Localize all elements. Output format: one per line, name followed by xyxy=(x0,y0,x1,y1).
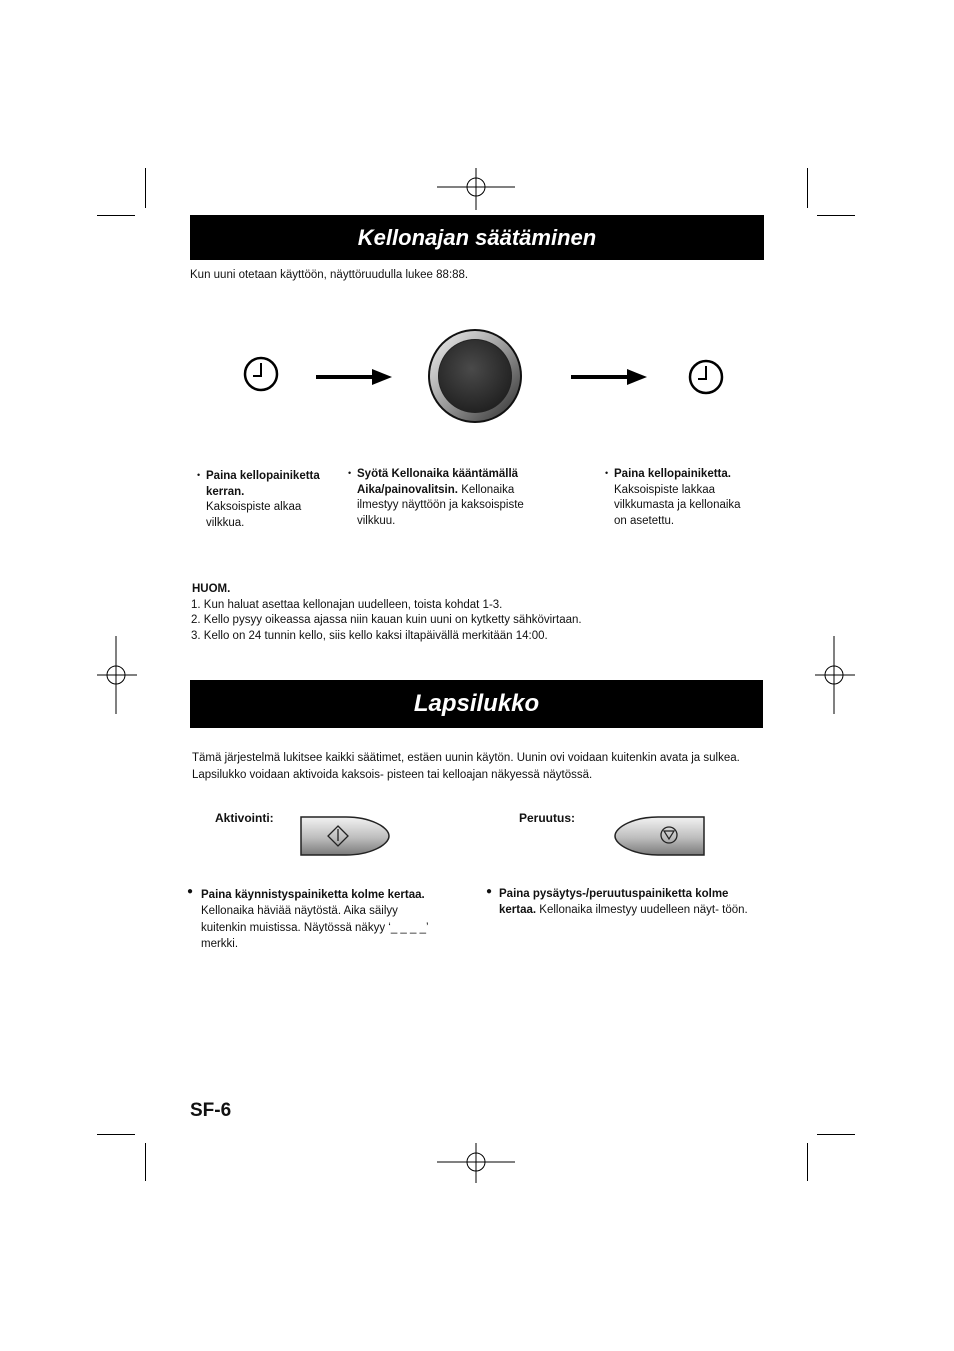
arrow-icon xyxy=(316,368,392,386)
step-3 xyxy=(614,467,754,529)
note-item-3: 3. Kello on 24 tunnin kello, siis kello kaksi iltapäivällä merkitään 14:00. xyxy=(191,629,548,642)
section-title-clock: Kellonajan säätäminen xyxy=(190,215,764,260)
note-heading: HUOM. xyxy=(192,583,231,595)
child-lock-intro-text: Tämä järjestelmä lukitsee kaikki säätimet, estäen uunin käytön. Uunin ovi voidaan kuitenkin avata ja sulkea. Lapsilukko voidaan aktivoida kaksois- pisteen tai kelloajan näkyessä näytössä. xyxy=(192,752,740,781)
activate-text: Kellonaika häviää näytöstä. Aika säilyy kuitenkin muistissa. Näytössä näkyy ‘_ _ _ _’ merkki. xyxy=(201,905,429,950)
bullet-icon: • xyxy=(348,468,352,478)
cancel-label: Peruutus: xyxy=(519,811,576,825)
note-item-2: 2. Kello pysyy oikeassa ajassa niin kauan kuin uuni on kytketty sähkövirtaan. xyxy=(191,614,582,626)
bullet-icon: ● xyxy=(187,886,194,897)
crop-mark xyxy=(807,1143,808,1181)
bullet-icon: • xyxy=(605,468,609,478)
crop-mark xyxy=(807,168,808,208)
step-3-bold: Paina kellopainiketta. xyxy=(614,468,731,480)
cancel-text: Kellonaika ilmestyy uudelleen näyt- töön. xyxy=(539,904,748,917)
registration-mark-top xyxy=(437,168,515,210)
crop-mark xyxy=(145,168,146,208)
registration-mark-right xyxy=(815,636,855,714)
step-3-text: Kaksoispiste lakkaa vilkkumasta ja kellonaika on asetettu. xyxy=(614,483,741,527)
page-number: SF-6 xyxy=(190,1100,232,1121)
note-item-1: 1. Kun haluat asettaa kellonajan uudelleen, toista kohdat 1-3. xyxy=(191,598,503,611)
section-title-child-lock: Lapsilukko xyxy=(190,680,763,728)
activate-label: Aktivointi: xyxy=(215,811,274,825)
clock-icon xyxy=(687,358,725,396)
activate-bold: Paina käynnistyspainiketta kolme kertaa. xyxy=(201,889,425,901)
crop-mark xyxy=(97,1134,135,1135)
start-button[interactable] xyxy=(298,815,392,859)
step-1-text: Kaksoispiste alkaa vilkkua. xyxy=(206,501,302,529)
step-1-bold: Paina kellopainiketta kerran. xyxy=(206,470,320,498)
registration-mark-bottom xyxy=(437,1143,515,1183)
registration-mark-left xyxy=(97,636,137,714)
note-block xyxy=(191,582,751,644)
bullet-icon: • xyxy=(197,470,201,480)
clock-intro-text: Kun uuni otetaan käyttöön, näyttöruudulla lukee 88:88. xyxy=(190,269,469,281)
step-2 xyxy=(357,467,545,529)
crop-mark xyxy=(97,215,135,216)
crop-mark xyxy=(817,1134,855,1135)
activate-instructions xyxy=(201,887,441,952)
crop-mark xyxy=(145,1143,146,1181)
step-2-text: Kellonaika ilmestyy näyttöön ja kaksoispiste vilkkuu. xyxy=(357,483,524,527)
crop-mark xyxy=(817,215,855,216)
cancel-instructions xyxy=(499,886,757,919)
arrow-icon xyxy=(571,368,647,386)
cancel-bold: Paina pysäytys-/peruutuspainiketta kolme kertaa. xyxy=(499,888,729,917)
step-2-bold: Syötä Kellonaika kääntämällä Aika/painovalitsin. xyxy=(357,468,519,496)
clock-icon xyxy=(242,355,280,393)
dial-knob-icon[interactable] xyxy=(426,326,524,426)
step-1 xyxy=(206,469,324,531)
stop-cancel-button[interactable] xyxy=(612,815,706,859)
bullet-icon: ● xyxy=(486,886,493,897)
